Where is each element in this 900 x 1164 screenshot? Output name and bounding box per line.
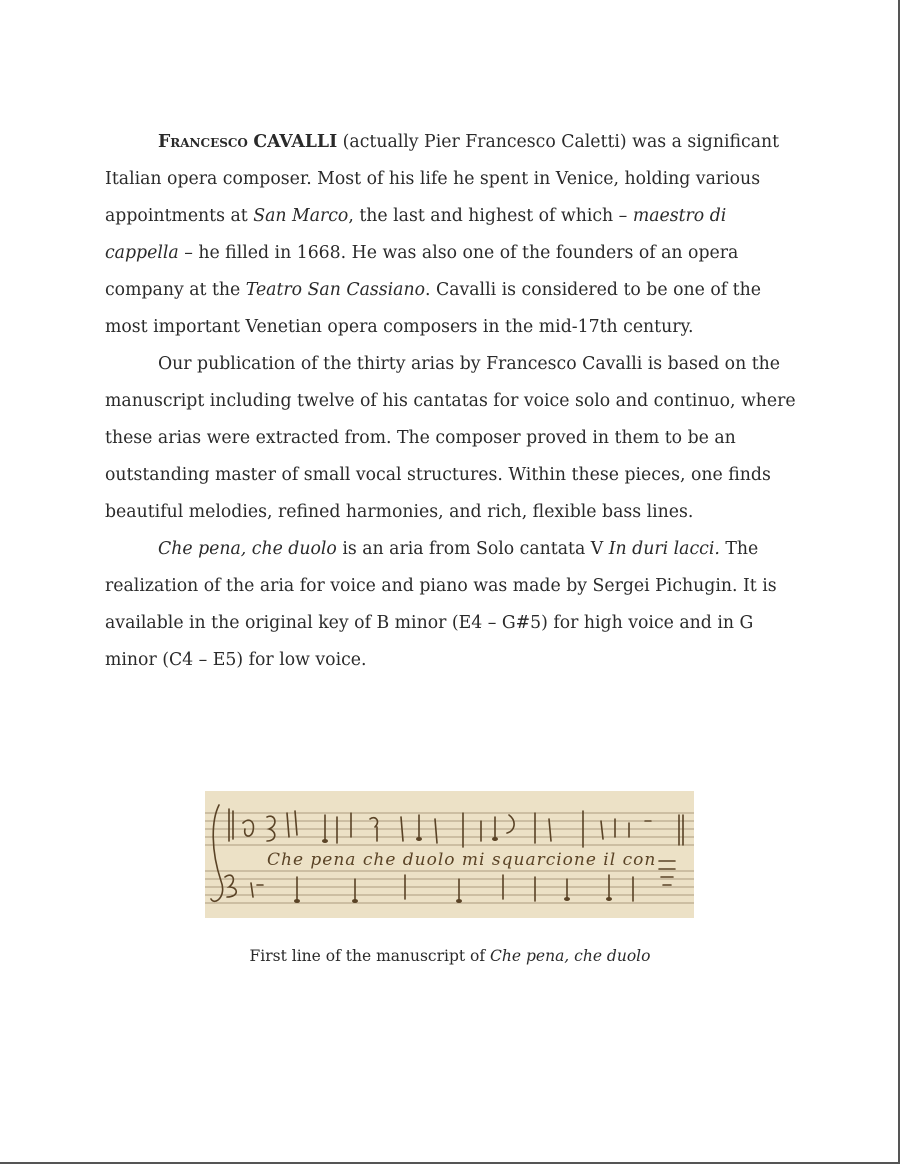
italic-cantata-title: In duri lacci. (608, 539, 720, 559)
italic-maestro-di-cappella: maestro di cappella (105, 206, 727, 263)
manuscript-image (205, 791, 694, 918)
figure-caption (0, 947, 900, 965)
manuscript-lyrics: Che pena che duolo mi squarcione il con (267, 850, 657, 870)
text-run: . Cavalli is considered to be one of the most important Venetian opera composers in the mid-17th century. (105, 280, 761, 337)
paragraph-publication: Our publication of the thirty arias by Francesco Cavalli is based on the manuscript including twelve of his cantatas for voice solo and continuo, where these arias were extracted from. The composer proved in them to be an outstanding master of small vocal structures. Within these pieces, one finds beautiful melodies, refined harmonies, and rich, flexible bass lines. (105, 354, 796, 522)
caption-text: First line of the manuscript of (249, 947, 491, 965)
italic-teatro: Teatro San Cassiano (245, 280, 425, 300)
body-text (105, 124, 805, 679)
paragraph-intro (105, 124, 805, 346)
text-run: The realization of the aria for voice and piano was made by Sergei Pichugin. It is available in the original key of B minor (E4 – G#5) for high voice and in G minor (C4 – E5) for low voice. (105, 539, 777, 670)
text-run: , the last and highest of which – (348, 206, 633, 226)
text-run: (actually Pier Francesco Caletti) was a significant Italian opera composer. Most of his life he spent in Venice, holding various appointments at (105, 132, 780, 226)
text-run: – he filled in 1668. He was also one of the founders of an opera company at the (105, 243, 739, 300)
text-run: is an aria from Solo cantata V (336, 539, 609, 559)
italic-san-marco: San Marco (253, 206, 349, 226)
caption-italic-title: Che pena, che duolo (490, 947, 651, 965)
manuscript-drawing (205, 791, 694, 918)
paragraph-aria (105, 531, 805, 679)
composer-last-name: CAVALLI (253, 132, 338, 152)
composer-first-name: Francesco (158, 132, 248, 152)
italic-aria-title: Che pena, che duolo (158, 539, 337, 559)
